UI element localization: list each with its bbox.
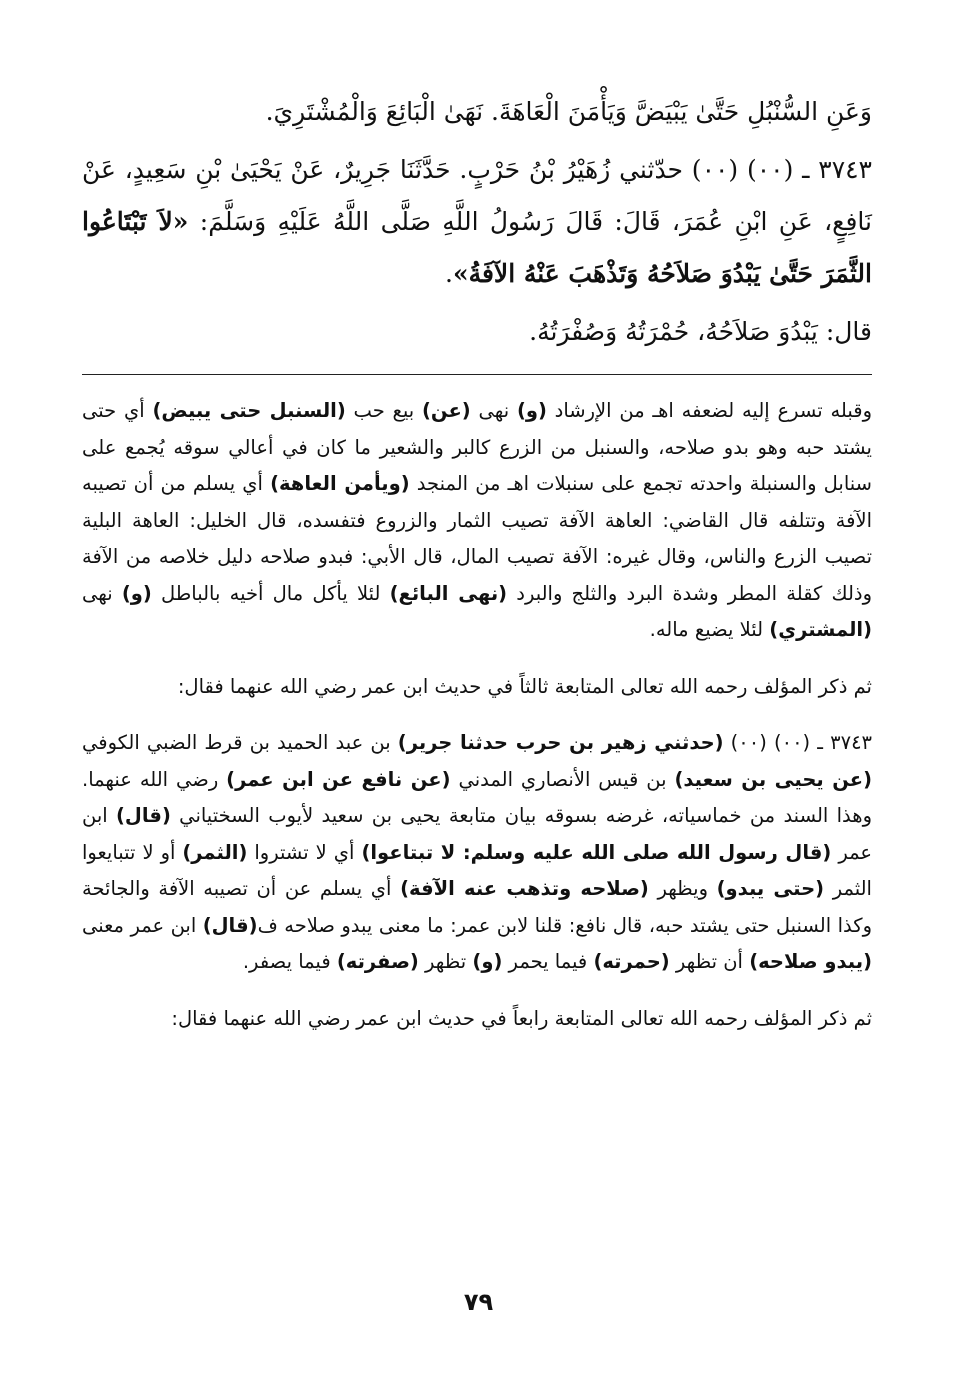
commentary-para-3: ٣٧٤٣ ـ (٠٠) (٠٠) (حدثني زهير بن حرب حدثنا جرير) بن عبد الحميد بن قرط الضبي الكوفي (عن يحيى بن سعيد) بن قيس الأنصاري المدني (عن نافع عن ابن عمر) رضي الله عنهما. وهذا السند من خماسياته، غرضه بسوقه بيان متابعة يحيى بن سعيد لأيوب السختياني (قال) ابن عمر (قال رسول الله صلى الله عليه وسلم: لا تبتاعوا) أي لا تشتروا (الثمر) أو لا تتبايعوا الثمر (حتى يبدو) ويظهر (صلاحه وتذهب عنه الآفة) أي يسلم عن أن تصيبه الآفة والجائحة وكذا السنبل حتى يشتد حبه، قال نافع: قلنا لابن عمر: ما معنى يبدو صلاحه ف(قال) ابن عمر معنى (يبدو صلاحه) أن تظهر (حمرته) فيما يحمر (و) تظهر (صفرته) فيما يصفر.: [82, 731, 873, 973]
hadith-3743: ٣٧٤٣ ـ (٠٠) (٠٠) حدّثني زُهَيْرُ بْنُ حَرْبٍ. حَدَّثَنَا جَرِيرٌ، عَنْ يَحْيَىٰ بْنِ سَعِيدٍ، عَنْ نَافِعٍ، عَنِ ابْنِ عُمَرَ، قَالَ: قَالَ رَسُولُ اللَّهِ صَلَّى اللَّهُ عَلَيْهِ وَسَلَّمَ: «لاَ تَبْتَاعُوا الثَّمَرَ حَتَّىٰ يَبْدُوَ صَلاَحُهُ وَتَذْهَبَ عَنْهُ الآفَةُ».: [82, 155, 872, 288]
commentary-para-2: ثم ذكر المؤلف رحمه الله تعالى المتابعة ثالثاً في حديث ابن عمر رضي الله عنهما فقال:: [177, 674, 872, 698]
page-number: ٧٩: [463, 1288, 494, 1316]
hadith-text: [82, 86, 872, 358]
footnote-divider: [82, 374, 872, 375]
hadith-explanation: قال: يَبْدُوَ صَلاَحُهُ، حُمْرَتُهُ وَصُفْرَتُهُ.: [529, 317, 872, 346]
hadith-isnad: ٣٧٤٣ ـ (٠٠) (٠٠) حدّثني زُهَيْرُ بْنُ حَرْبٍ. حَدَّثَنَا جَرِيرٌ، عَنْ يَحْيَىٰ بْنِ سَعِيدٍ، عَنْ نَافِعٍ، عَنِ ابْنِ عُمَرَ، قَالَ: قَالَ رَسُولُ اللَّهِ صَلَّى اللَّهُ عَلَيْهِ وَسَلَّمَ:: [82, 155, 872, 236]
commentary-text: [82, 393, 872, 1037]
hadith-matn: «لاَ تَبْتَاعُوا الثَّمَرَ حَتَّىٰ يَبْدُوَ صَلاَحُهُ وَتَذْهَبَ عَنْهُ الآفَةُ»: [82, 207, 872, 288]
commentary-para-1: وقبله تسرع إليه لضعفه اهـ من الإرشاد (و) نهى (عن) بيع حب (السنبل حتى يبيض) أي حتى يشتد حبه وهو بدو صلاحه، والسنبل من الزرع كالبر والشعير ما كان في أعالي سوقه يُجمع على سنابل والسنبلة واحدته تجمع على سنبلات اهـ من المنجد (ويأمن العاهة) أي يسلم من أن تصيبه الآفة وتتلفه قال القاضي: العاهة الآفة تصيب الثمار والزروع فتفسده، قال الخليل: العاهة البلية تصيب الزرع والناس، وقال غيره: الآفة تصيب المال، قال الأبي: فبدو صلاحه دليل خلاصه من الآفة وذلك كقلة المطر وشدة البرد والثلج والبرد (نهى البائع) لئلا يأكل مال أخيه بالباطل (و) نهى (المشتري) لئلا يضيع ماله.: [82, 399, 873, 641]
hadith-line-1: وَعَنِ السُّنْبُلِ حَتَّىٰ يَبْيَضَّ وَيَأْمَنَ الْعَاهَةَ. نَهَىٰ الْبَائِعَ وَالْمُشْتَرِيَ.: [265, 97, 872, 126]
commentary-para-4: ثم ذكر المؤلف رحمه الله تعالى المتابعة رابعاً في حديث ابن عمر رضي الله عنهما فقال:: [171, 1006, 872, 1030]
